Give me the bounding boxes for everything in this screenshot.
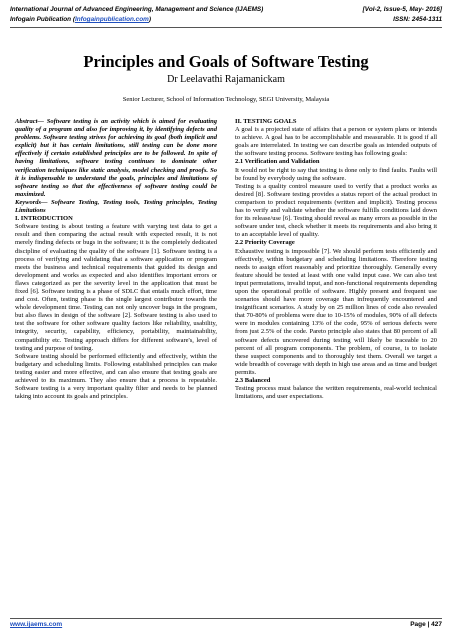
publisher-suffix: ) bbox=[148, 16, 151, 23]
page-number: Page | 427 bbox=[410, 621, 442, 628]
header-rule bbox=[10, 27, 442, 28]
section-heading-testing-goals: II. TESTING GOALS bbox=[235, 118, 297, 125]
issn: ISSN: 2454-1311 bbox=[393, 16, 442, 23]
paper-title: Principles and Goals of Software Testing bbox=[83, 52, 369, 71]
publisher-info bbox=[10, 16, 151, 24]
journal-name: International Journal of Advanced Engineering, Management and Science (IJAEMS) bbox=[10, 6, 264, 13]
left-column bbox=[15, 118, 217, 401]
intro-paragraph-1: Software testing is about testing a feature with varying test data to get a result and then comparing the actual result with expected result, it is not merely finding defects or bugs in the software; it is the completely dedicated discipline of evaluating the quality of the software [1]. Software testing is a process of verifying and validating that a software application or program meets the business and technical requirements that guided its design and development and works as expected and also identifies important errors or flaws categorized as per the severity level in the application that must be fixed [6]. Software testing is a phase of SDLC that entails much effort, time and cost. Often, testing phase is the single largest contributor towards the whole development time. Testing can not only uncover bugs in the program, but also flaws in design of the software [2]. Software testing is also used to test the software for other software quality factors like reliability, usability, integrity, security, capability, efficiency, portability, maintainability, compatibility etc. Testing approach differs for different software's, level of testing and purpose of testing. bbox=[15, 223, 217, 352]
goals-paragraph-1: A goal is a projected state of affairs that a person or system plans or intends to achieve. A goal has to be accomplishable and measurable. It is good if all goals are interrelated. In testing we can describe goals as intended outputs of the software testing process. Software testing has following goals: bbox=[235, 126, 437, 158]
publisher-prefix: Infogain Publication ( bbox=[10, 16, 75, 23]
subsection-2-1-paragraph-2: Testing is a quality control measure used to verify that a product works as desired [8]. Software testing provides a status report of the actual product in comparison to product requirements (written and implicit). Testing process has to verify and validate whether the software fulfills conditions laid down for its release/use [6]. Testing should reveal as many errors as possible in the software under test, check whether it meets its requirements and also bring it to an acceptable level of quality. bbox=[235, 182, 437, 239]
author-name: Dr Leelavathi Rajamanickam bbox=[167, 74, 285, 85]
subsection-2-1-paragraph-1: It would not be right to say that testing is done only to find faults. Faults will be found by everybody using the software. bbox=[235, 166, 437, 182]
footer-rule bbox=[10, 618, 442, 619]
section-heading-introduction: I. INTRODUCTION bbox=[15, 215, 73, 223]
intro-paragraph-2: Software testing should be performed efficiently and effectively, within the budgetary and scheduling limits. Following established principles can make testing easier and more effective, and can also ensure that testing goals are achieved to its maximum. They also ensure that a process is repeatable. Software testing is a very important quality filter and needs to be planned taking into account its goals and principles. bbox=[15, 352, 217, 401]
volume-info: [Vol-2, Issue-5, May- 2016] bbox=[362, 6, 442, 13]
subsection-heading-2-1: 2.1 Verification and Validation bbox=[235, 158, 320, 166]
abstract bbox=[15, 118, 217, 199]
right-column bbox=[235, 118, 437, 401]
abstract-text: Software testing is an activity which is aimed for evaluating quality of a program and also for improving it, by identifying defects and problems. Software testing strives for achieving its goal (both implicit and explicit) but it has certain limitations, still testing can be done more effectively if certain established principles are to be followed. In spite of having limitations, software testing continues to dominate other verification techniques like static analysis, model checking and proofs. So it is indispensable to understand the goals, principles and limitations of software testing so that the effectiveness of software testing could be maximized. bbox=[15, 118, 217, 198]
keywords: Keywords— Software Testing, Testing tools, Testing principles, Testing Limitations bbox=[15, 198, 217, 215]
subsection-heading-2-2: 2.2 Priority Coverage bbox=[235, 239, 295, 247]
abstract-lead: Abstract— bbox=[15, 118, 44, 125]
publisher-link[interactable]: Infogainpublication.com bbox=[74, 16, 149, 23]
author-affiliation: Senior Lecturer, School of Information Technology, SEGI University, Malaysia bbox=[122, 96, 330, 103]
footer-site-link[interactable]: www.ijaems.com bbox=[10, 621, 63, 628]
subsection-2-2-paragraph-1: Exhaustive testing is impossible [7]. We should perform tests efficiently and effectively, within budgetary and scheduling limitations. Therefore testing needs to assign effort reasonably and prioritize thoroughly. Generally every feature should be tested at least with one valid input case. We can also test input permutations, invalid input, and non-functional requirements depending upon the operational profile of software. Highly present and frequent use scenarios should have more coverage than infrequently encountered and insignificant scenarios. A study by on 25 million lines of code also revealed that 70-80% of problems were due to 10-15% of modules, 90% of all defects were in modules containing 13% of the code, 95% of serious defects were from just 2.5% of the code. Pareto principle also states that 80 percent of all software defects uncovered during testing will likely be traceable to 20 percent of all program components. The problem, of course, is to isolate these suspect components and to thoroughly test them. Overall we target a wide breadth of coverage with depth in high use areas and as time and budget permits. bbox=[235, 247, 437, 376]
subsection-heading-2-3: 2.3 Balanced bbox=[235, 377, 271, 384]
subsection-2-3-paragraph-1: Testing process must balance the written requirements, real-world technical limitations, and user expectations. bbox=[235, 385, 437, 401]
